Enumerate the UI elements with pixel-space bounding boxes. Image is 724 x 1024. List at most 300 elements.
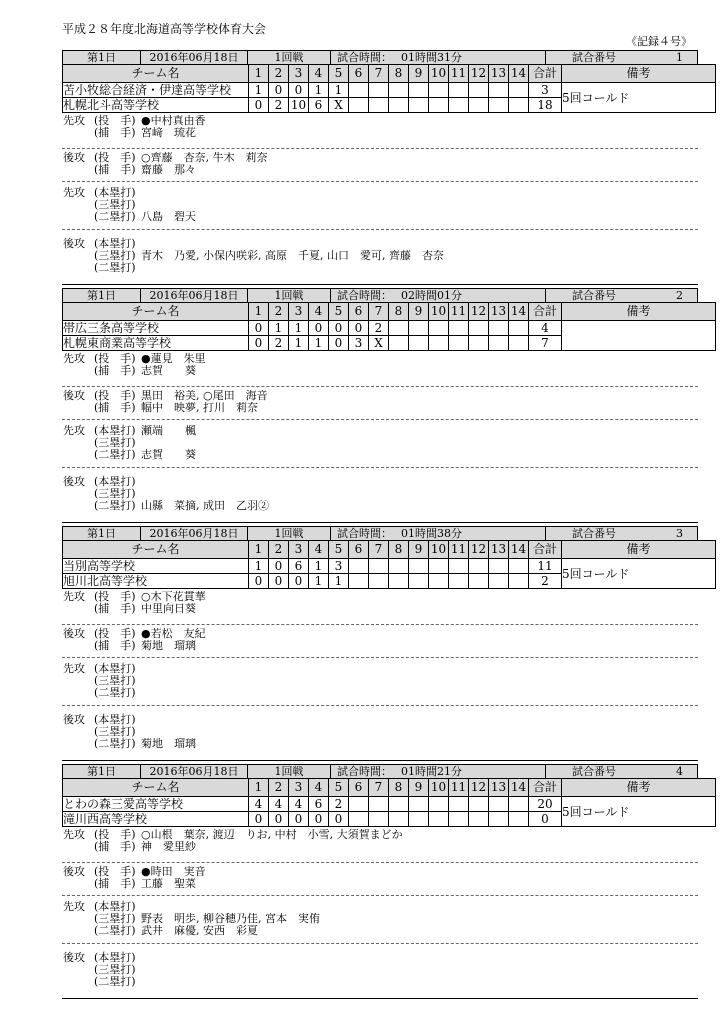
game-remarks: 5回コールド <box>562 83 716 113</box>
inning-2-score: 1 <box>269 321 289 336</box>
inning-6-score <box>349 98 369 113</box>
inning-5-score: 0 <box>329 336 349 351</box>
triple-label: (三塁打) <box>94 912 136 925</box>
game-duration-label: 試合時間： <box>337 765 392 778</box>
catcher-line <box>62 365 698 377</box>
home-run-line <box>62 425 698 437</box>
triple-label: (三塁打) <box>94 725 136 738</box>
triple-line <box>62 199 698 211</box>
home-run-line <box>62 238 698 250</box>
game-block-2 <box>62 288 698 526</box>
game-number-label: 試合番号 <box>572 527 616 540</box>
game-duration <box>331 765 546 778</box>
team-name: 札幌東商業高等学校 <box>63 336 249 351</box>
remarks-header: 備考 <box>562 65 716 83</box>
pitcher-line <box>62 829 698 841</box>
triple-names <box>141 437 698 449</box>
team-name: 札幌北斗高等学校 <box>63 98 249 113</box>
linescore-table <box>62 302 716 351</box>
inning-7-score <box>369 559 389 574</box>
home-run-names: 瀬端 楓 <box>141 425 196 437</box>
inning-8-score <box>389 321 409 336</box>
inning-6-header: 6 <box>349 541 369 559</box>
inning-6-header: 6 <box>349 303 369 321</box>
pitcher-names: ●蓮見 朱里 <box>141 353 206 365</box>
inning-8-header: 8 <box>389 541 409 559</box>
double-names <box>141 687 698 699</box>
inning-2-score: 4 <box>269 797 289 812</box>
inning-4-header: 4 <box>309 65 329 83</box>
inning-10-header: 10 <box>429 65 449 83</box>
batting-side-label: 先攻 <box>63 590 85 603</box>
inning-2-score: 0 <box>269 574 289 589</box>
inning-6-score: 0 <box>349 321 369 336</box>
inning-1-header: 1 <box>249 541 269 559</box>
inning-12-score <box>469 574 489 589</box>
inning-2-header: 2 <box>269 779 289 797</box>
home-run-names <box>141 714 698 726</box>
inning-12-score <box>469 812 489 827</box>
double-names <box>141 262 698 274</box>
catcher-names: 宮﨑 琉花 <box>141 127 196 139</box>
inning-5-header: 5 <box>329 303 349 321</box>
inning-12-score <box>469 321 489 336</box>
games-list <box>62 50 698 1002</box>
inning-12-header: 12 <box>469 779 489 797</box>
linescore-header-row <box>63 541 716 559</box>
team-name-header: チーム名 <box>63 65 249 83</box>
inning-2-header: 2 <box>269 303 289 321</box>
pitcher-names: 黒田 裕美, ○尾田 海音 <box>141 390 268 402</box>
pitcher-label: (投 手) <box>94 114 136 127</box>
inning-7-header: 7 <box>369 779 389 797</box>
inning-3-score: 1 <box>289 336 309 351</box>
pitcher-line <box>62 115 698 127</box>
home-run-label: (本塁打) <box>94 475 136 488</box>
pitcher-label: (投 手) <box>94 151 136 164</box>
inning-11-header: 11 <box>449 541 469 559</box>
inning-5-score: 1 <box>329 83 349 98</box>
inning-8-score <box>389 83 409 98</box>
inning-12-score <box>469 797 489 812</box>
inning-3-header: 3 <box>289 541 309 559</box>
pitcher-label: (投 手) <box>94 352 136 365</box>
game-details <box>62 350 698 523</box>
team-row-1 <box>63 797 716 812</box>
double-names <box>141 976 698 988</box>
catcher-names: 工藤 聖菜 <box>141 878 196 890</box>
double-label: (二塁打) <box>94 924 136 937</box>
extra-base-hit-group-2 <box>62 230 698 285</box>
batting-side-label: 後攻 <box>63 151 85 164</box>
inning-13-score <box>489 98 509 113</box>
inning-7-score <box>369 98 389 113</box>
triple-names: 青木 乃愛, 小保内咲彩, 高原 千夏, 山口 愛可, 齊藤 杏奈 <box>141 250 444 262</box>
document-title: 平成２８年度北海道高等学校体育大会 <box>62 22 267 36</box>
inning-7-header: 7 <box>369 65 389 83</box>
inning-13-score <box>489 559 509 574</box>
game-details <box>62 112 698 285</box>
triple-label: (三塁打) <box>94 963 136 976</box>
double-names: 武井 麻優, 安西 彩夏 <box>141 925 258 937</box>
double-label: (二塁打) <box>94 210 136 223</box>
game-header-row <box>62 288 698 303</box>
game-number-value: 3 <box>676 527 683 540</box>
double-line <box>62 976 698 988</box>
batting-side-label: 後攻 <box>63 865 85 878</box>
game-duration-value: 01時間21分 <box>401 765 462 778</box>
game-details <box>62 826 698 999</box>
triple-names <box>141 488 698 500</box>
catcher-label: (捕 手) <box>94 602 136 615</box>
game-duration <box>331 289 546 302</box>
inning-9-header: 9 <box>409 65 429 83</box>
inning-3-header: 3 <box>289 65 309 83</box>
batting-side-label: 後攻 <box>63 627 85 640</box>
inning-5-score: 1 <box>329 574 349 589</box>
extra-base-hit-group-2 <box>62 706 698 761</box>
game-details <box>62 588 698 761</box>
inning-9-score <box>409 559 429 574</box>
inning-7-header: 7 <box>369 303 389 321</box>
inning-8-score <box>389 812 409 827</box>
inning-9-header: 9 <box>409 779 429 797</box>
pitcher-names: ●中村真由香 <box>141 115 206 127</box>
game-date: 2016年06月18日 <box>141 289 248 302</box>
home-run-names <box>141 663 698 675</box>
double-line <box>62 211 698 223</box>
catcher-label: (捕 手) <box>94 163 136 176</box>
linescore-header-row <box>63 779 716 797</box>
pitcher-label: (投 手) <box>94 389 136 402</box>
game-remarks <box>562 321 716 351</box>
home-run-line <box>62 901 698 913</box>
team-total: 7 <box>529 336 562 351</box>
inning-11-header: 11 <box>449 779 469 797</box>
inning-7-header: 7 <box>369 541 389 559</box>
inning-6-score <box>349 797 369 812</box>
game-header-row <box>62 526 698 541</box>
total-header: 合計 <box>529 541 562 559</box>
inning-7-score <box>369 83 389 98</box>
inning-14-header: 14 <box>509 779 529 797</box>
home-run-label: (本塁打) <box>94 424 136 437</box>
game-day: 第1日 <box>63 527 141 540</box>
double-line <box>62 449 698 461</box>
inning-10-score <box>429 812 449 827</box>
double-names: 菊地 瑠璃 <box>141 738 196 750</box>
game-duration <box>331 51 546 64</box>
home-run-label: (本塁打) <box>94 900 136 913</box>
inning-10-header: 10 <box>429 779 449 797</box>
batting-side-label: 先攻 <box>63 186 85 199</box>
inning-13-score <box>489 336 509 351</box>
inning-8-score <box>389 336 409 351</box>
double-label: (二塁打) <box>94 448 136 461</box>
inning-13-score <box>489 83 509 98</box>
inning-11-header: 11 <box>449 303 469 321</box>
home-run-names <box>141 901 698 913</box>
inning-14-header: 14 <box>509 303 529 321</box>
game-day: 第1日 <box>63 289 141 302</box>
team-row-1 <box>63 321 716 336</box>
inning-5-header: 5 <box>329 779 349 797</box>
inning-5-score: 3 <box>329 559 349 574</box>
battery-group-2 <box>62 149 698 182</box>
home-run-names <box>141 952 698 964</box>
game-date: 2016年06月18日 <box>141 527 248 540</box>
inning-2-header: 2 <box>269 65 289 83</box>
inning-14-score <box>509 797 529 812</box>
inning-14-score <box>509 83 529 98</box>
double-names: 志賀 葵 <box>141 449 196 461</box>
double-label: (二塁打) <box>94 499 136 512</box>
battery-group-2 <box>62 625 698 658</box>
inning-8-header: 8 <box>389 65 409 83</box>
pitcher-names: ●若松 友紀 <box>141 628 206 640</box>
home-run-label: (本塁打) <box>94 662 136 675</box>
game-number <box>546 765 697 778</box>
game-round: 1回戦 <box>248 51 331 64</box>
batting-side-label: 後攻 <box>63 237 85 250</box>
inning-4-header: 4 <box>309 541 329 559</box>
home-run-names <box>141 238 698 250</box>
pitcher-line <box>62 353 698 365</box>
catcher-label: (捕 手) <box>94 877 136 890</box>
inning-2-score: 0 <box>269 83 289 98</box>
batting-side-label: 先攻 <box>63 352 85 365</box>
catcher-line <box>62 640 698 652</box>
inning-7-score <box>369 574 389 589</box>
inning-12-score <box>469 83 489 98</box>
home-run-line <box>62 187 698 199</box>
inning-6-score: 3 <box>349 336 369 351</box>
game-number <box>546 527 697 540</box>
inning-6-score <box>349 559 369 574</box>
remarks-header: 備考 <box>562 779 716 797</box>
remarks-header: 備考 <box>562 303 716 321</box>
inning-10-score <box>429 797 449 812</box>
inning-13-header: 13 <box>489 303 509 321</box>
pitcher-line <box>62 390 698 402</box>
double-names: 山縣 菜摘, 成田 乙羽② <box>141 500 269 512</box>
catcher-label: (捕 手) <box>94 639 136 652</box>
batting-side-label: 後攻 <box>63 389 85 402</box>
inning-13-header: 13 <box>489 779 509 797</box>
triple-line <box>62 913 698 925</box>
game-header-row <box>62 50 698 65</box>
team-total: 0 <box>529 812 562 827</box>
linescore-header-row <box>63 303 716 321</box>
inning-3-score: 1 <box>289 321 309 336</box>
pitcher-names: ●時田 実音 <box>141 866 206 878</box>
catcher-names: 齋藤 那々 <box>141 164 196 176</box>
inning-10-score <box>429 83 449 98</box>
inning-4-score: 6 <box>309 98 329 113</box>
inning-9-score <box>409 83 429 98</box>
triple-label: (三塁打) <box>94 198 136 211</box>
inning-9-score <box>409 98 429 113</box>
inning-3-score: 0 <box>289 812 309 827</box>
team-name-header: チーム名 <box>63 779 249 797</box>
home-run-names <box>141 476 698 488</box>
battery-group-1 <box>62 350 698 387</box>
catcher-names: 菊地 瑠璃 <box>141 640 196 652</box>
inning-3-score: 10 <box>289 98 309 113</box>
inning-1-score: 0 <box>249 574 269 589</box>
game-duration-label: 試合時間： <box>337 289 392 302</box>
team-name-header: チーム名 <box>63 541 249 559</box>
game-duration-value: 02時間01分 <box>401 289 462 302</box>
inning-1-score: 0 <box>249 336 269 351</box>
triple-line <box>62 964 698 976</box>
triple-label: (三塁打) <box>94 674 136 687</box>
inning-4-score: 1 <box>309 336 329 351</box>
inning-12-header: 12 <box>469 303 489 321</box>
team-name-header: チーム名 <box>63 303 249 321</box>
inning-13-score <box>489 321 509 336</box>
game-block-4 <box>62 764 698 1002</box>
inning-14-score <box>509 336 529 351</box>
catcher-label: (捕 手) <box>94 126 136 139</box>
team-name: 旭川北高等学校 <box>63 574 249 589</box>
inning-3-header: 3 <box>289 779 309 797</box>
inning-10-score <box>429 98 449 113</box>
linescore-table <box>62 778 716 827</box>
total-header: 合計 <box>529 303 562 321</box>
inning-5-score: 0 <box>329 812 349 827</box>
pitcher-line <box>62 152 698 164</box>
inning-1-score: 0 <box>249 321 269 336</box>
game-number-value: 2 <box>676 289 683 302</box>
home-run-label: (本塁打) <box>94 186 136 199</box>
double-label: (二塁打) <box>94 737 136 750</box>
inning-11-score <box>449 559 469 574</box>
inning-11-score <box>449 574 469 589</box>
team-total: 2 <box>529 574 562 589</box>
inning-7-score <box>369 812 389 827</box>
total-header: 合計 <box>529 779 562 797</box>
extra-base-hit-group-2 <box>62 944 698 999</box>
batting-side-label: 先攻 <box>63 900 85 913</box>
home-run-line <box>62 714 698 726</box>
triple-names: 野表 明歩, 柳谷穂乃佳, 宮本 実侑 <box>141 913 320 925</box>
inning-14-score <box>509 559 529 574</box>
inning-6-score <box>349 574 369 589</box>
pitcher-label: (投 手) <box>94 590 136 603</box>
game-number <box>546 51 697 64</box>
inning-7-score: X <box>369 336 389 351</box>
inning-1-score: 1 <box>249 83 269 98</box>
inning-1-header: 1 <box>249 779 269 797</box>
inning-10-score <box>429 321 449 336</box>
team-name: 帯広三条高等学校 <box>63 321 249 336</box>
inning-5-header: 5 <box>329 65 349 83</box>
game-day: 第1日 <box>63 765 141 778</box>
inning-9-header: 9 <box>409 303 429 321</box>
triple-label: (三塁打) <box>94 249 136 262</box>
inning-12-score <box>469 559 489 574</box>
inning-14-score <box>509 574 529 589</box>
pitcher-names: ○山根 葉奈, 渡辺 りお, 中村 小雪, 大須賀まどか <box>141 829 403 841</box>
extra-base-hit-group-1 <box>62 182 698 230</box>
double-label: (二塁打) <box>94 975 136 988</box>
inning-13-score <box>489 812 509 827</box>
inning-2-score: 2 <box>269 98 289 113</box>
double-line <box>62 738 698 750</box>
game-duration <box>331 527 546 540</box>
triple-names <box>141 675 698 687</box>
inning-14-header: 14 <box>509 65 529 83</box>
double-line <box>62 500 698 512</box>
inning-11-score <box>449 797 469 812</box>
inning-10-score <box>429 336 449 351</box>
catcher-line <box>62 402 698 414</box>
inning-11-score <box>449 321 469 336</box>
home-run-line <box>62 476 698 488</box>
inning-4-header: 4 <box>309 303 329 321</box>
inning-10-header: 10 <box>429 541 449 559</box>
batting-side-label: 後攻 <box>63 713 85 726</box>
total-header: 合計 <box>529 65 562 83</box>
catcher-names: 幅中 映夢, 打川 莉奈 <box>141 402 258 414</box>
inning-3-header: 3 <box>289 303 309 321</box>
double-line <box>62 687 698 699</box>
triple-names <box>141 964 698 976</box>
home-run-label: (本塁打) <box>94 951 136 964</box>
triple-names <box>141 726 698 738</box>
game-block-1 <box>62 50 698 288</box>
game-date: 2016年06月18日 <box>141 765 248 778</box>
batting-side-label: 後攻 <box>63 951 85 964</box>
team-name: 当別高等学校 <box>63 559 249 574</box>
triple-line <box>62 437 698 449</box>
inning-4-score: 0 <box>309 321 329 336</box>
inning-3-score: 0 <box>289 83 309 98</box>
triple-line <box>62 675 698 687</box>
team-name: とわの森三愛高等学校 <box>63 797 249 812</box>
inning-2-header: 2 <box>269 541 289 559</box>
inning-11-score <box>449 812 469 827</box>
catcher-line <box>62 878 698 890</box>
game-number-label: 試合番号 <box>572 289 616 302</box>
inning-2-score: 2 <box>269 336 289 351</box>
inning-14-score <box>509 321 529 336</box>
triple-line <box>62 488 698 500</box>
inning-6-header: 6 <box>349 65 369 83</box>
inning-3-score: 4 <box>289 797 309 812</box>
pitcher-label: (投 手) <box>94 828 136 841</box>
inning-10-score <box>429 559 449 574</box>
inning-6-score <box>349 83 369 98</box>
inning-9-score <box>409 336 429 351</box>
inning-14-header: 14 <box>509 541 529 559</box>
inning-9-score <box>409 797 429 812</box>
home-run-line <box>62 952 698 964</box>
game-number-value: 4 <box>676 765 683 778</box>
game-remarks: 5回コールド <box>562 559 716 589</box>
team-total: 18 <box>529 98 562 113</box>
double-line <box>62 925 698 937</box>
catcher-label: (捕 手) <box>94 364 136 377</box>
game-number-label: 試合番号 <box>572 51 616 64</box>
game-round: 1回戦 <box>248 527 331 540</box>
pitcher-line <box>62 866 698 878</box>
team-row-1 <box>63 83 716 98</box>
battery-group-2 <box>62 387 698 420</box>
game-remarks: 5回コールド <box>562 797 716 827</box>
double-line <box>62 262 698 274</box>
